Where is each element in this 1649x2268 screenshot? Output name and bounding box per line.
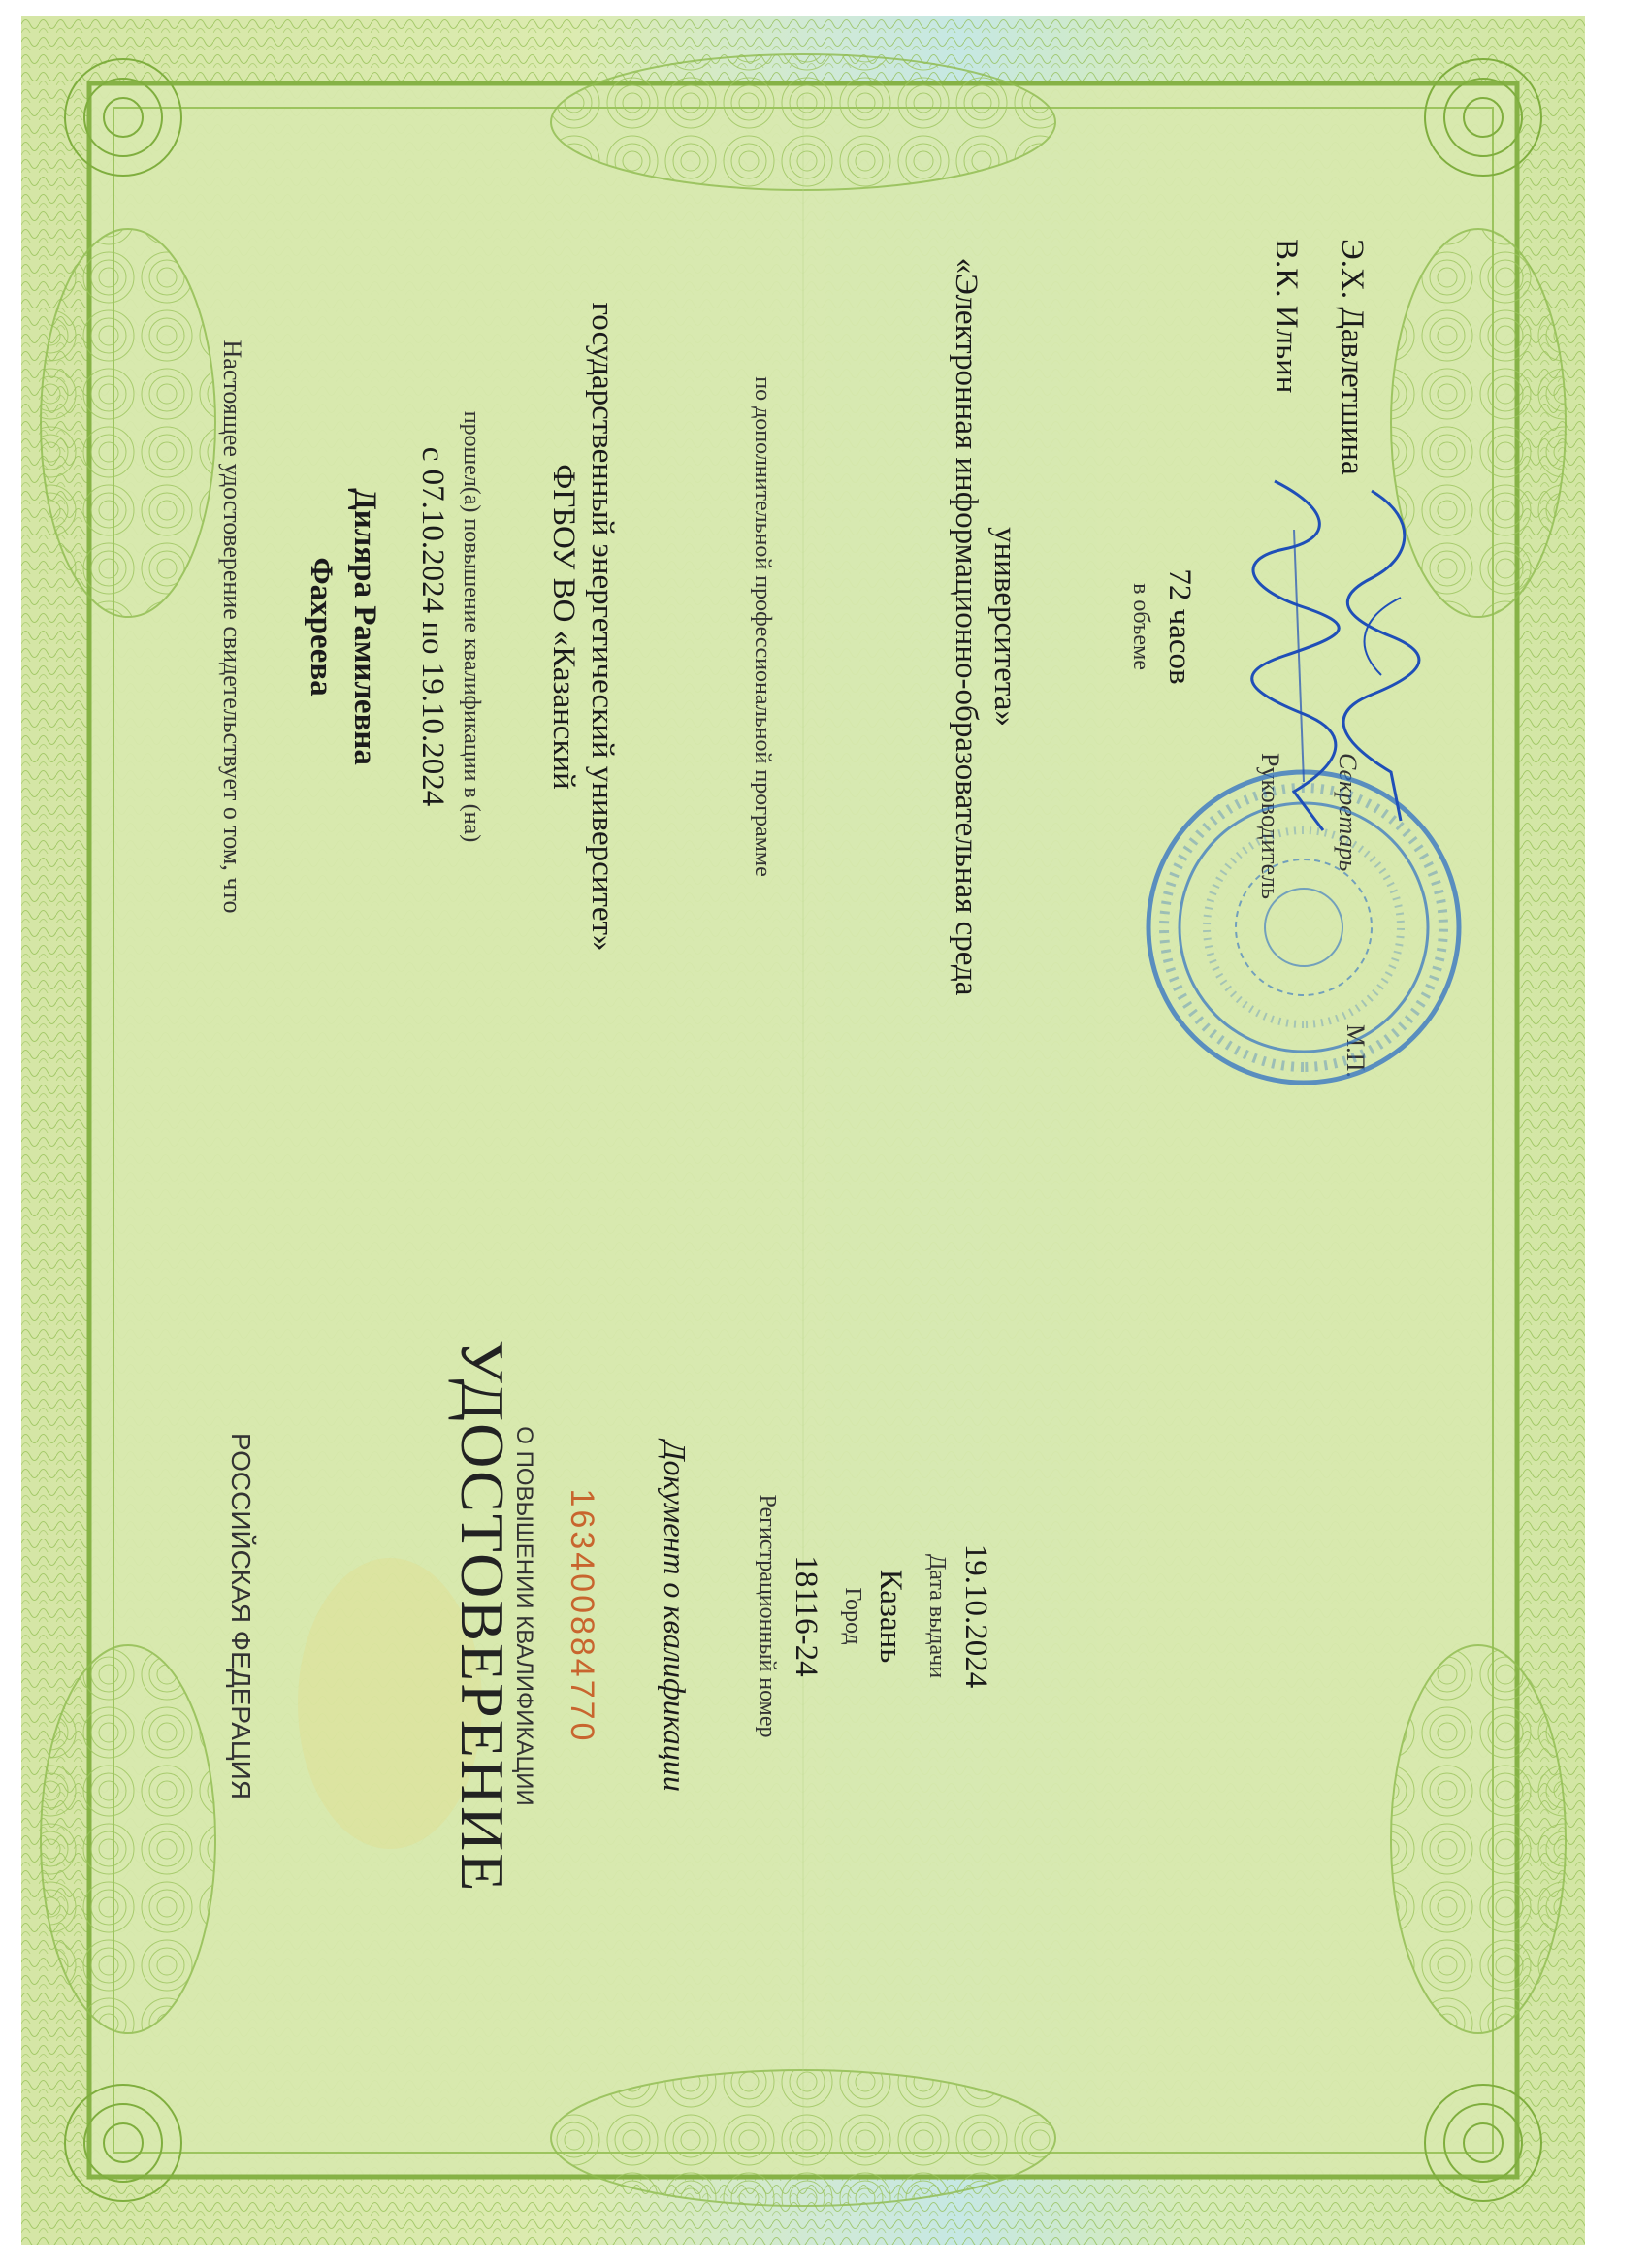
secretary-name: Э.Х. Давлетшина [1335,239,1370,475]
registration-label: Регистрационный номер [755,1494,780,1738]
intro-text: Настоящее удостоверение свидетельствует о том, что [218,340,246,914]
document-type: Документ о квалификации [658,1441,693,1792]
issue-date-value: 19.10.2024 [958,1543,993,1689]
country-name: РОССИЙСКАЯ ФЕДЕРАЦИЯ [226,1433,256,1799]
document-subtitle: О ПОВЫШЕНИИ КВАЛИФИКАЦИИ [511,1426,537,1806]
secretary-signature [1323,481,1439,830]
document-title: УДОСТОВЕРЕНИЕ [448,1339,517,1894]
passed-training-text: прошел(а) повышение квалификации в (на) [459,410,484,843]
program-name-line-2: университета» [987,527,1022,727]
certificate-sheet [21,16,1585,2245]
issue-date-label: Дата выдачи [924,1553,950,1679]
recipient-given-names: Диляра Рамилевна [347,488,382,765]
seal-place-label: М.П. [1342,1024,1370,1078]
volume-value: 72 часов [1162,568,1197,685]
recipient-surname: Фахреева [304,557,339,697]
program-intro: по дополнительной профессиональной программе [750,376,775,877]
organization-line-1: ФГБОУ ВО «Казанский [546,464,581,790]
organization-line-2: государственный энергетический университет» [585,302,620,952]
certificate-content [21,16,1585,2245]
secretary-label: Секретарь [1334,753,1362,872]
program-name-line-1: «Электронная информационно-образовательная среда [949,257,984,996]
head-label: Руководитель [1256,753,1284,899]
volume-label: в объеме [1128,583,1153,670]
serial-number: 163400884770 [564,1488,600,1744]
head-name: В.К. Ильин [1269,239,1304,394]
city-label: Город [840,1587,865,1645]
registration-number: 18116-24 [789,1555,824,1677]
city-value: Казань [873,1569,908,1664]
training-period: с 07.10.2024 по 19.10.2024 [415,446,450,807]
